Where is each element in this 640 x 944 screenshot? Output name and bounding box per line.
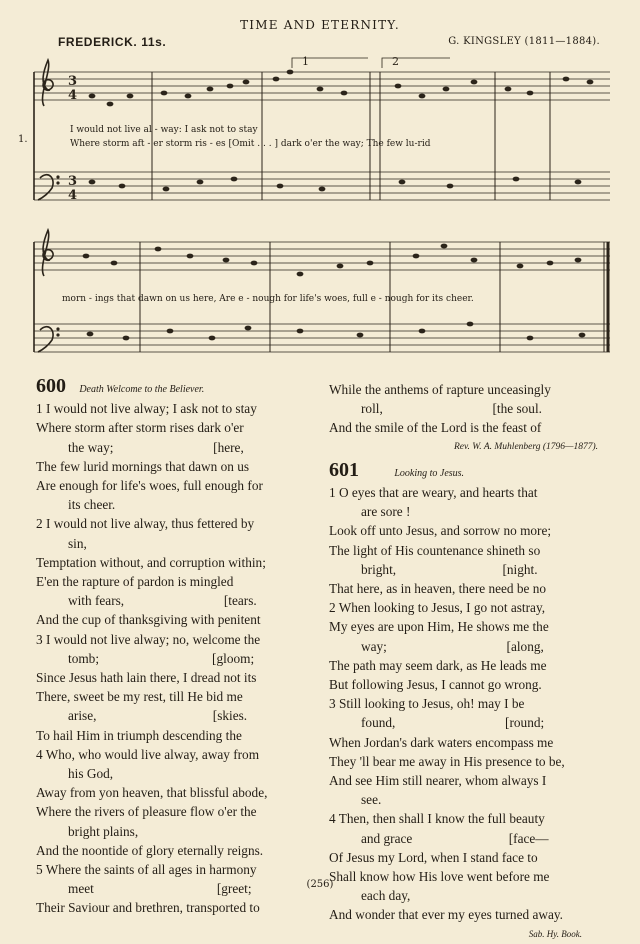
verse-line: But following Jesus, I cannot go wrong. [329, 677, 542, 693]
tune-name: FREDERICK. 11s. [58, 35, 167, 49]
hymn-601-heading [329, 458, 612, 483]
hymn-600-column [36, 377, 318, 918]
hymn-600-author: Rev. W. A. Muhlenberg (1796—1877). [453, 441, 598, 452]
underlay-line-1: I would not live al - way: I ask not to stay [70, 125, 258, 135]
hymn-number: 600 [36, 375, 66, 397]
verse-line: Temptation without, and corruption within; [36, 554, 266, 570]
verse-line: roll, [the soul. [361, 401, 542, 417]
svg-text:3: 3 [68, 174, 78, 189]
verse-line: Look off unto Jesus, and sorrow no more; [329, 523, 552, 539]
verse-line: Are enough for life's woes, full enough for [36, 478, 263, 494]
ending-2-label: 2 [392, 55, 399, 68]
staff-lines [34, 72, 610, 352]
verse-line: And the noontide of glory eternally reigns. [36, 842, 264, 858]
underlay-line-3: morn - ings that dawn on us here, Are e - nough for life's woes, full e - nough for its cheer. [62, 294, 474, 304]
verse-line: with fears, [tears. [68, 593, 257, 609]
verse-line: way; [along, [361, 638, 544, 654]
ending-brackets [292, 58, 450, 68]
composer-credit: G. KINGSLEY (1811—1884). [448, 36, 600, 47]
verse-line: While the anthems of rapture unceasingly [329, 382, 551, 397]
right-column [329, 380, 612, 944]
hymn-number: 601 [329, 458, 359, 481]
verse-line: Shall know how His love went before me [329, 869, 550, 885]
verse-line: 5 Where the saints of all ages in harmony [36, 862, 257, 878]
hymn-601-verses [329, 483, 612, 925]
hymn-title: Death Welcome to the Believer. [79, 384, 205, 395]
verse-line: Their Saviour and brethren, transported to [36, 900, 260, 916]
verse-line: Where the rivers of pleasure flow o'er the [36, 804, 257, 820]
svg-text:3: 3 [68, 74, 78, 89]
verse-line: bright plains, [68, 823, 139, 839]
verse-line: And wonder that ever my eyes turned away. [329, 907, 563, 923]
verse-line: When Jordan's dark waters encompass me [329, 734, 554, 750]
verse-line: There, sweet be my rest, till He bid me [36, 689, 243, 705]
verse-line: 4 Who, who would live alway, away from [36, 746, 260, 762]
verse-line: Of Jesus my Lord, when I stand face to [329, 849, 538, 865]
verse-line: Since Jesus hath lain there, I dread not its [36, 670, 257, 686]
svg-text:4: 4 [68, 88, 78, 103]
hymn-601-source: Sab. Hy. Book. [528, 928, 582, 939]
verse-line: its cheer. [68, 497, 116, 513]
music-score [30, 52, 615, 372]
verse-line: My eyes are upon Him, He shows me the [329, 619, 549, 635]
verse-line: 2 I would not live alway, thus fettered by [36, 516, 255, 532]
verse-line: sin, [68, 535, 87, 551]
verse-line: bright, [night. [361, 561, 538, 577]
verse-line: The light of His countenance shineth so [329, 542, 541, 558]
verse-line: 3 Still looking to Jesus, oh! may I be [329, 696, 525, 712]
verse-line: meet [greet; [68, 881, 252, 897]
verse-line: And the smile of the Lord is the feast of [329, 420, 542, 436]
verse-line: The few lurid mornings that dawn on us [36, 458, 250, 474]
verse-line: They 'll bear me away in His presence to be, [329, 753, 565, 769]
hymn-title: Looking to Jesus. [394, 467, 465, 479]
verse-line: E'en the rapture of pardon is mingled [36, 574, 234, 590]
clefs [38, 60, 53, 352]
verse-line: And see Him still nearer, whom always I [329, 773, 547, 789]
verse-line: The path may seem dark, as He leads me [329, 657, 547, 673]
hymn-600-verses [36, 399, 318, 917]
hymn-600-heading [36, 377, 318, 399]
verse-line: 2 When looking to Jesus, I go not astray, [329, 600, 546, 616]
verse-line: Where storm after storm rises dark o'er [36, 420, 244, 436]
hymn-600-verses-continued [329, 380, 612, 438]
verse-line: his God, [68, 766, 114, 782]
verse-line: To hail Him in triumph descending the [36, 727, 242, 743]
verse-line: 4 Then, then shall I know the full beauty [329, 811, 545, 827]
verse-line: 3 I would not live alway; no, welcome the [36, 631, 261, 647]
verse-line: the way; [here, [68, 439, 244, 455]
verse-line: are sore ! [361, 504, 411, 520]
stanza-marker: 1. [18, 134, 28, 145]
section-title: TIME AND ETERNITY. [240, 18, 400, 32]
verse-line: each day, [361, 888, 411, 904]
verse-line: 1 I would not live alway; I ask not to stay [36, 401, 257, 417]
verse-line: Away from yon heaven, that blissful abode, [36, 785, 268, 801]
verse-line: That here, as in heaven, there need be no [329, 581, 547, 597]
verse-line: see. [361, 792, 382, 808]
verse-line: arise, [skies. [68, 708, 248, 724]
svg-text:4: 4 [68, 188, 78, 203]
bar-lines [140, 72, 608, 352]
page-number: (256) [306, 879, 334, 890]
verse-line: 1 O eyes that are weary, and hearts that [329, 485, 538, 501]
underlay-line-2: Where storm aft - er storm ris - es [Omit . . . ] dark o'er the way; The few lu-rid [70, 139, 431, 149]
verse-line: and grace [face— [361, 830, 549, 846]
verse-line: found, [round; [361, 715, 545, 731]
ending-1-label: 1 [302, 55, 309, 68]
verse-line: And the cup of thanksgiving with penitent [36, 612, 261, 628]
verse-line: tomb; [gloom; [68, 650, 255, 666]
